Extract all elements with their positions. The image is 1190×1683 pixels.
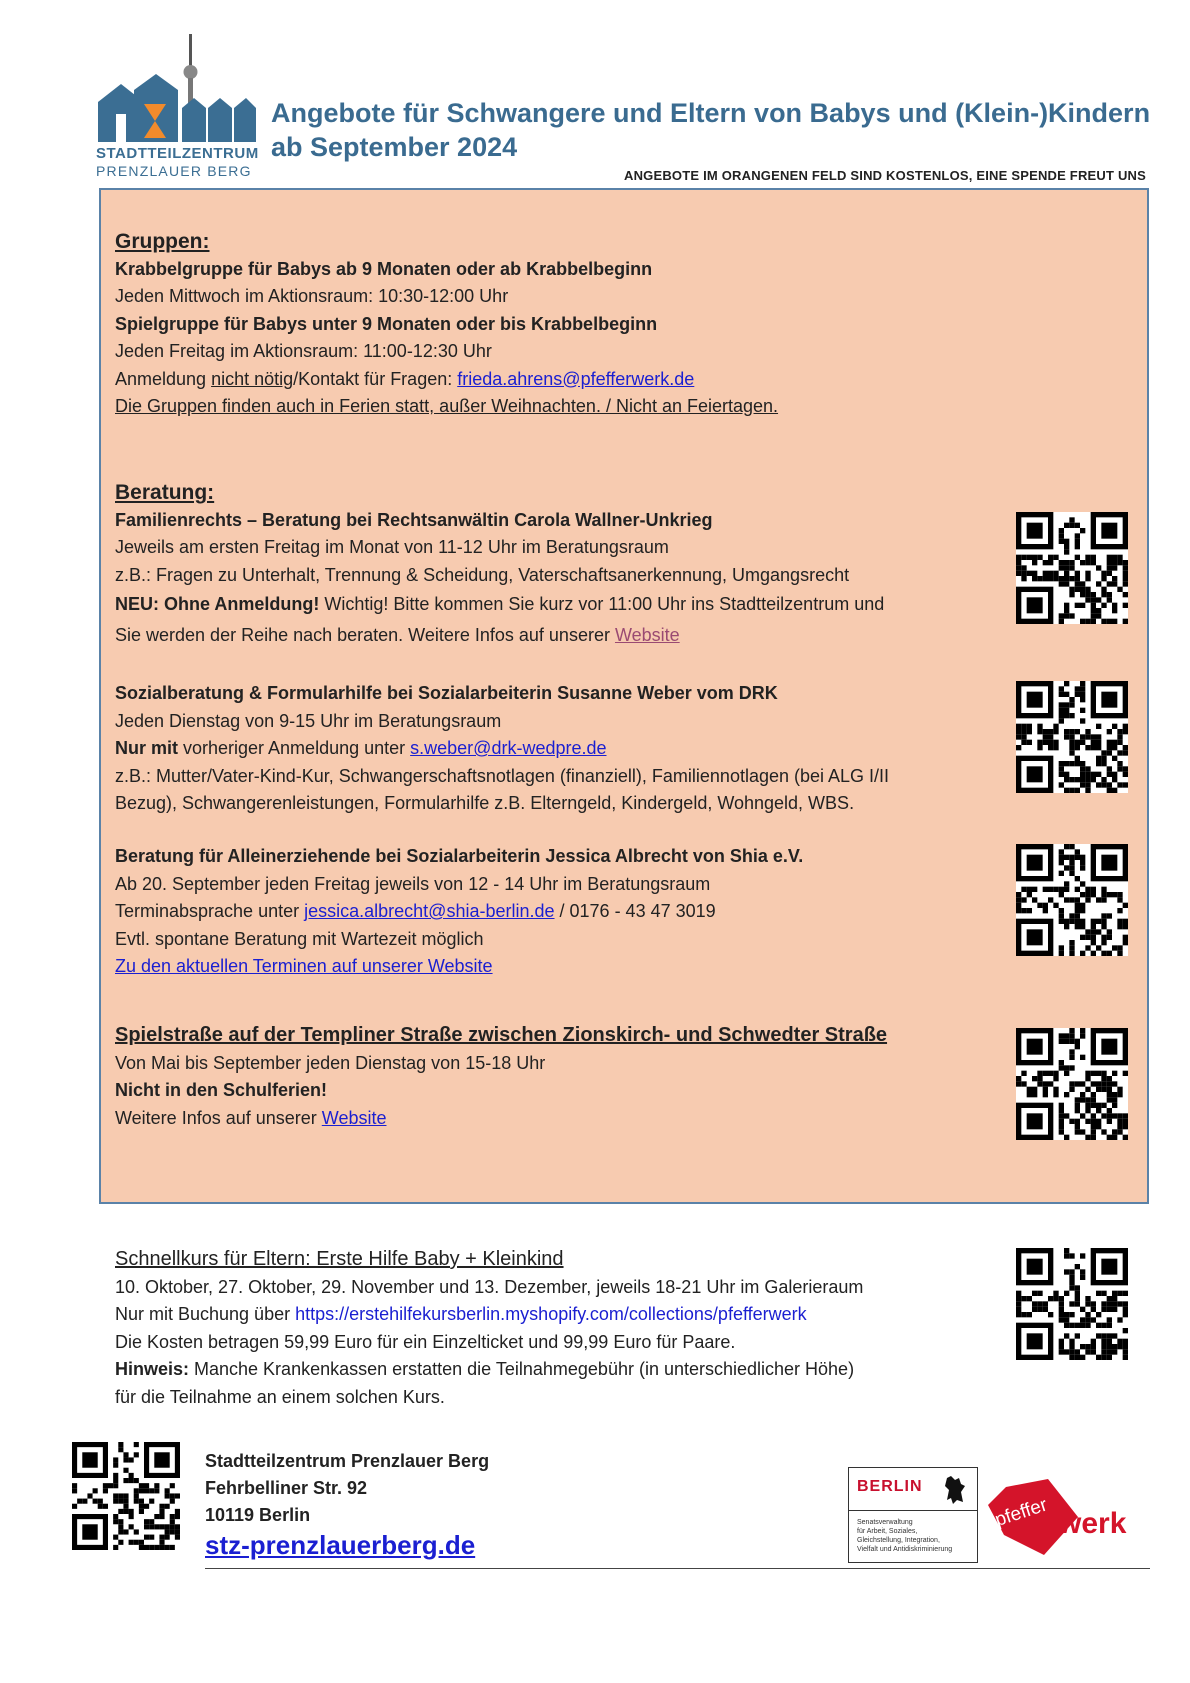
qr-code-spielstrasse[interactable]: [1016, 1028, 1128, 1140]
familienrecht-website-link[interactable]: Website: [614, 625, 680, 645]
pfefferwerk-logo: [986, 1477, 1146, 1557]
anmeldung-line: Anmeldung nicht nötig/Kontakt für Fragen: frieda.ahrens@pfefferwerk.de: [115, 368, 695, 389]
kurs-title: Schnellkurs für Eltern: Erste Hilfe Baby + Kleinkind: [115, 1248, 564, 1270]
berlin-bear-icon: [941, 1474, 969, 1506]
beratung-heading: Beratung:: [115, 481, 215, 504]
weber-email-link[interactable]: s.weber@drk-wedpre.de: [410, 738, 607, 758]
spielstrasse-title: Spielstraße auf der Templiner Straße zwischen Zionskirch- und Schwedter Straße: [115, 1024, 888, 1046]
kurs-booking-link[interactable]: https://erstehilfekursberlin.myshopify.com/collections/pfefferwerk: [295, 1304, 807, 1324]
familienrecht-topics: z.B.: Fragen zu Unterhalt, Trennung & Scheidung, Vaterschaftsanerkennung, Umgangsrecht: [115, 564, 850, 585]
logo-line2: PRENZLAUER BERG: [96, 163, 252, 179]
allein-time: Ab 20. September jeden Freitag jeweils von 12 - 14 Uhr im Beratungsraum: [115, 873, 711, 894]
spiel-time: Jeden Freitag im Aktionsraum: 11:00-12:30 Uhr: [115, 341, 492, 361]
krabbel-title: Krabbelgruppe für Babys ab 9 Monaten oder ab Krabbelbeginn: [115, 258, 653, 279]
footer-website-link[interactable]: stz-prenzlauerberg.de: [205, 1530, 476, 1560]
qr-code-alleinerziehende[interactable]: [1016, 844, 1128, 956]
allein-termin: Terminabsprache unter jessica.albrecht@shia-berlin.de / 0176 - 43 47 3019: [115, 901, 716, 921]
footer-city: 10119 Berlin: [205, 1505, 311, 1525]
sozial-topics2: Bezug), Schwangerenleistungen, Formularhilfe z.B. Elterngeld, Kindergeld, Wohngeld, WBS.: [115, 793, 855, 813]
free-offers-note: ANGEBOTE IM ORANGENEN FELD SIND KOSTENLOS, EINE SPENDE FREUT UNS: [623, 168, 1146, 183]
familienrecht-time: Jeweils am ersten Freitag im Monat von 11-12 Uhr im Beratungsraum: [115, 537, 669, 557]
qr-code-sozialberatung[interactable]: [1016, 681, 1128, 793]
kurs-hinweis: Hinweis: Manche Krankenkassen erstatten die Teilnahmegebühr (in unterschiedlicher Höhe): [115, 1359, 855, 1379]
svg-text:werk: werk: [1058, 1507, 1127, 1540]
footer-address: [205, 1448, 489, 1529]
sozial-title: Sozialberatung & Formularhilfe bei Sozialarbeiterin Susanne Weber vom DRK: [115, 683, 778, 703]
frieda-email-link[interactable]: frieda.ahrens@pfefferwerk.de: [457, 368, 695, 389]
kurs-kosten: Die Kosten betragen 59,99 Euro für ein Einzelticket und 99,99 Euro für Paare.: [115, 1331, 736, 1352]
footer-name: Stadtteilzentrum Prenzlauer Berg: [205, 1451, 490, 1471]
sozial-time: Jeden Dienstag von 9-15 Uhr im Beratungsraum: [115, 710, 502, 731]
logo-line1: STADTTEILZENTRUM: [96, 145, 259, 162]
sozialberatung-section: [115, 680, 889, 818]
berlin-logo-subtitle: Senatsverwaltung für Arbeit, Soziales, Gleichstellung, Integration, Vielfalt und Antidiskriminierung: [857, 1519, 953, 1553]
qr-code-erste-hilfe[interactable]: [1016, 1248, 1128, 1360]
alleinerziehende-section: [115, 843, 803, 981]
footer-divider: [205, 1568, 1150, 1569]
berlin-logo-name: BERLIN: [857, 1478, 923, 1495]
familienrecht-info: Sie werden der Reihe nach beraten. Weitere Infos auf unserer Website: [115, 625, 680, 645]
qr-code-website[interactable]: [72, 1442, 180, 1550]
kurs-dates: 10. Oktober, 27. Oktober, 29. November und 13. Dezember, jeweils 18-21 Uhr im Galerieraum: [115, 1276, 864, 1297]
footer-street: Fehrbelliner Str. 92: [205, 1478, 368, 1498]
sozial-topics1: z.B.: Mutter/Vater-Kind-Kur, Schwangerschaftsnotlagen (finanziell), Familiennotlagen (bei ALG I/II: [115, 765, 890, 786]
gruppen-section: [115, 228, 778, 421]
familienrecht-title: Familienrechts – Beratung bei Rechtsanwältin Carola Wallner-Unkrieg: [115, 509, 713, 530]
erste-hilfe-section: [115, 1246, 863, 1411]
albrecht-email-link[interactable]: jessica.albrecht@shia-berlin.de: [304, 901, 555, 921]
kurs-hinweis2: für die Teilnahme an einem solchen Kurs.: [115, 1386, 445, 1407]
allein-title: Beratung für Alleinerziehende bei Sozialarbeiterin Jessica Albrecht von Shia e.V.: [115, 846, 804, 866]
spielstrasse-section: [115, 1022, 887, 1132]
sozial-anmeldung: Nur mit vorheriger Anmeldung unter s.weber@drk-wedpre.de: [115, 738, 607, 758]
svg-text:pfeffer: pfeffer: [992, 1494, 1050, 1532]
krabbel-time: Jeden Mittwoch im Aktionsraum: 10:30-12:00 Uhr: [115, 286, 509, 306]
spielstrasse-website-link[interactable]: Website: [321, 1107, 387, 1128]
ferien-note: Die Gruppen finden auch in Ferien statt, außer Weihnachten. / Nicht an Feiertagen.: [115, 396, 779, 416]
beratung-section: [115, 479, 884, 651]
allein-spontan: Evtl. spontane Beratung mit Wartezeit möglich: [115, 928, 484, 949]
allein-termine-link[interactable]: Zu den aktuellen Terminen auf unserer Website: [115, 956, 493, 976]
kurs-buchung: Nur mit Buchung über https://erstehilfekursberlin.myshopify.com/collections/pfefferwerk: [115, 1304, 807, 1324]
familienrecht-neu: NEU: Ohne Anmeldung! Wichtig! Bitte kommen Sie kurz vor 11:00 Uhr ins Stadtteilzentrum und: [115, 594, 885, 614]
spielstrasse-ferien: Nicht in den Schulferien!: [115, 1080, 328, 1100]
gruppen-heading: Gruppen:: [115, 230, 210, 253]
page-title: Angebote für Schwangere und Eltern von Babys und (Klein-)Kindern ab September 2024: [271, 98, 1151, 162]
qr-code-familienrecht[interactable]: [1016, 512, 1128, 624]
spielstrasse-time: Von Mai bis September jeden Dienstag von 15-18 Uhr: [115, 1052, 546, 1073]
spielstrasse-info: Weitere Infos auf unserer Website: [115, 1107, 387, 1128]
berlin-senate-logo: [848, 1467, 978, 1563]
spiel-title: Spielgruppe für Babys unter 9 Monaten oder bis Krabbelbeginn: [115, 313, 658, 334]
